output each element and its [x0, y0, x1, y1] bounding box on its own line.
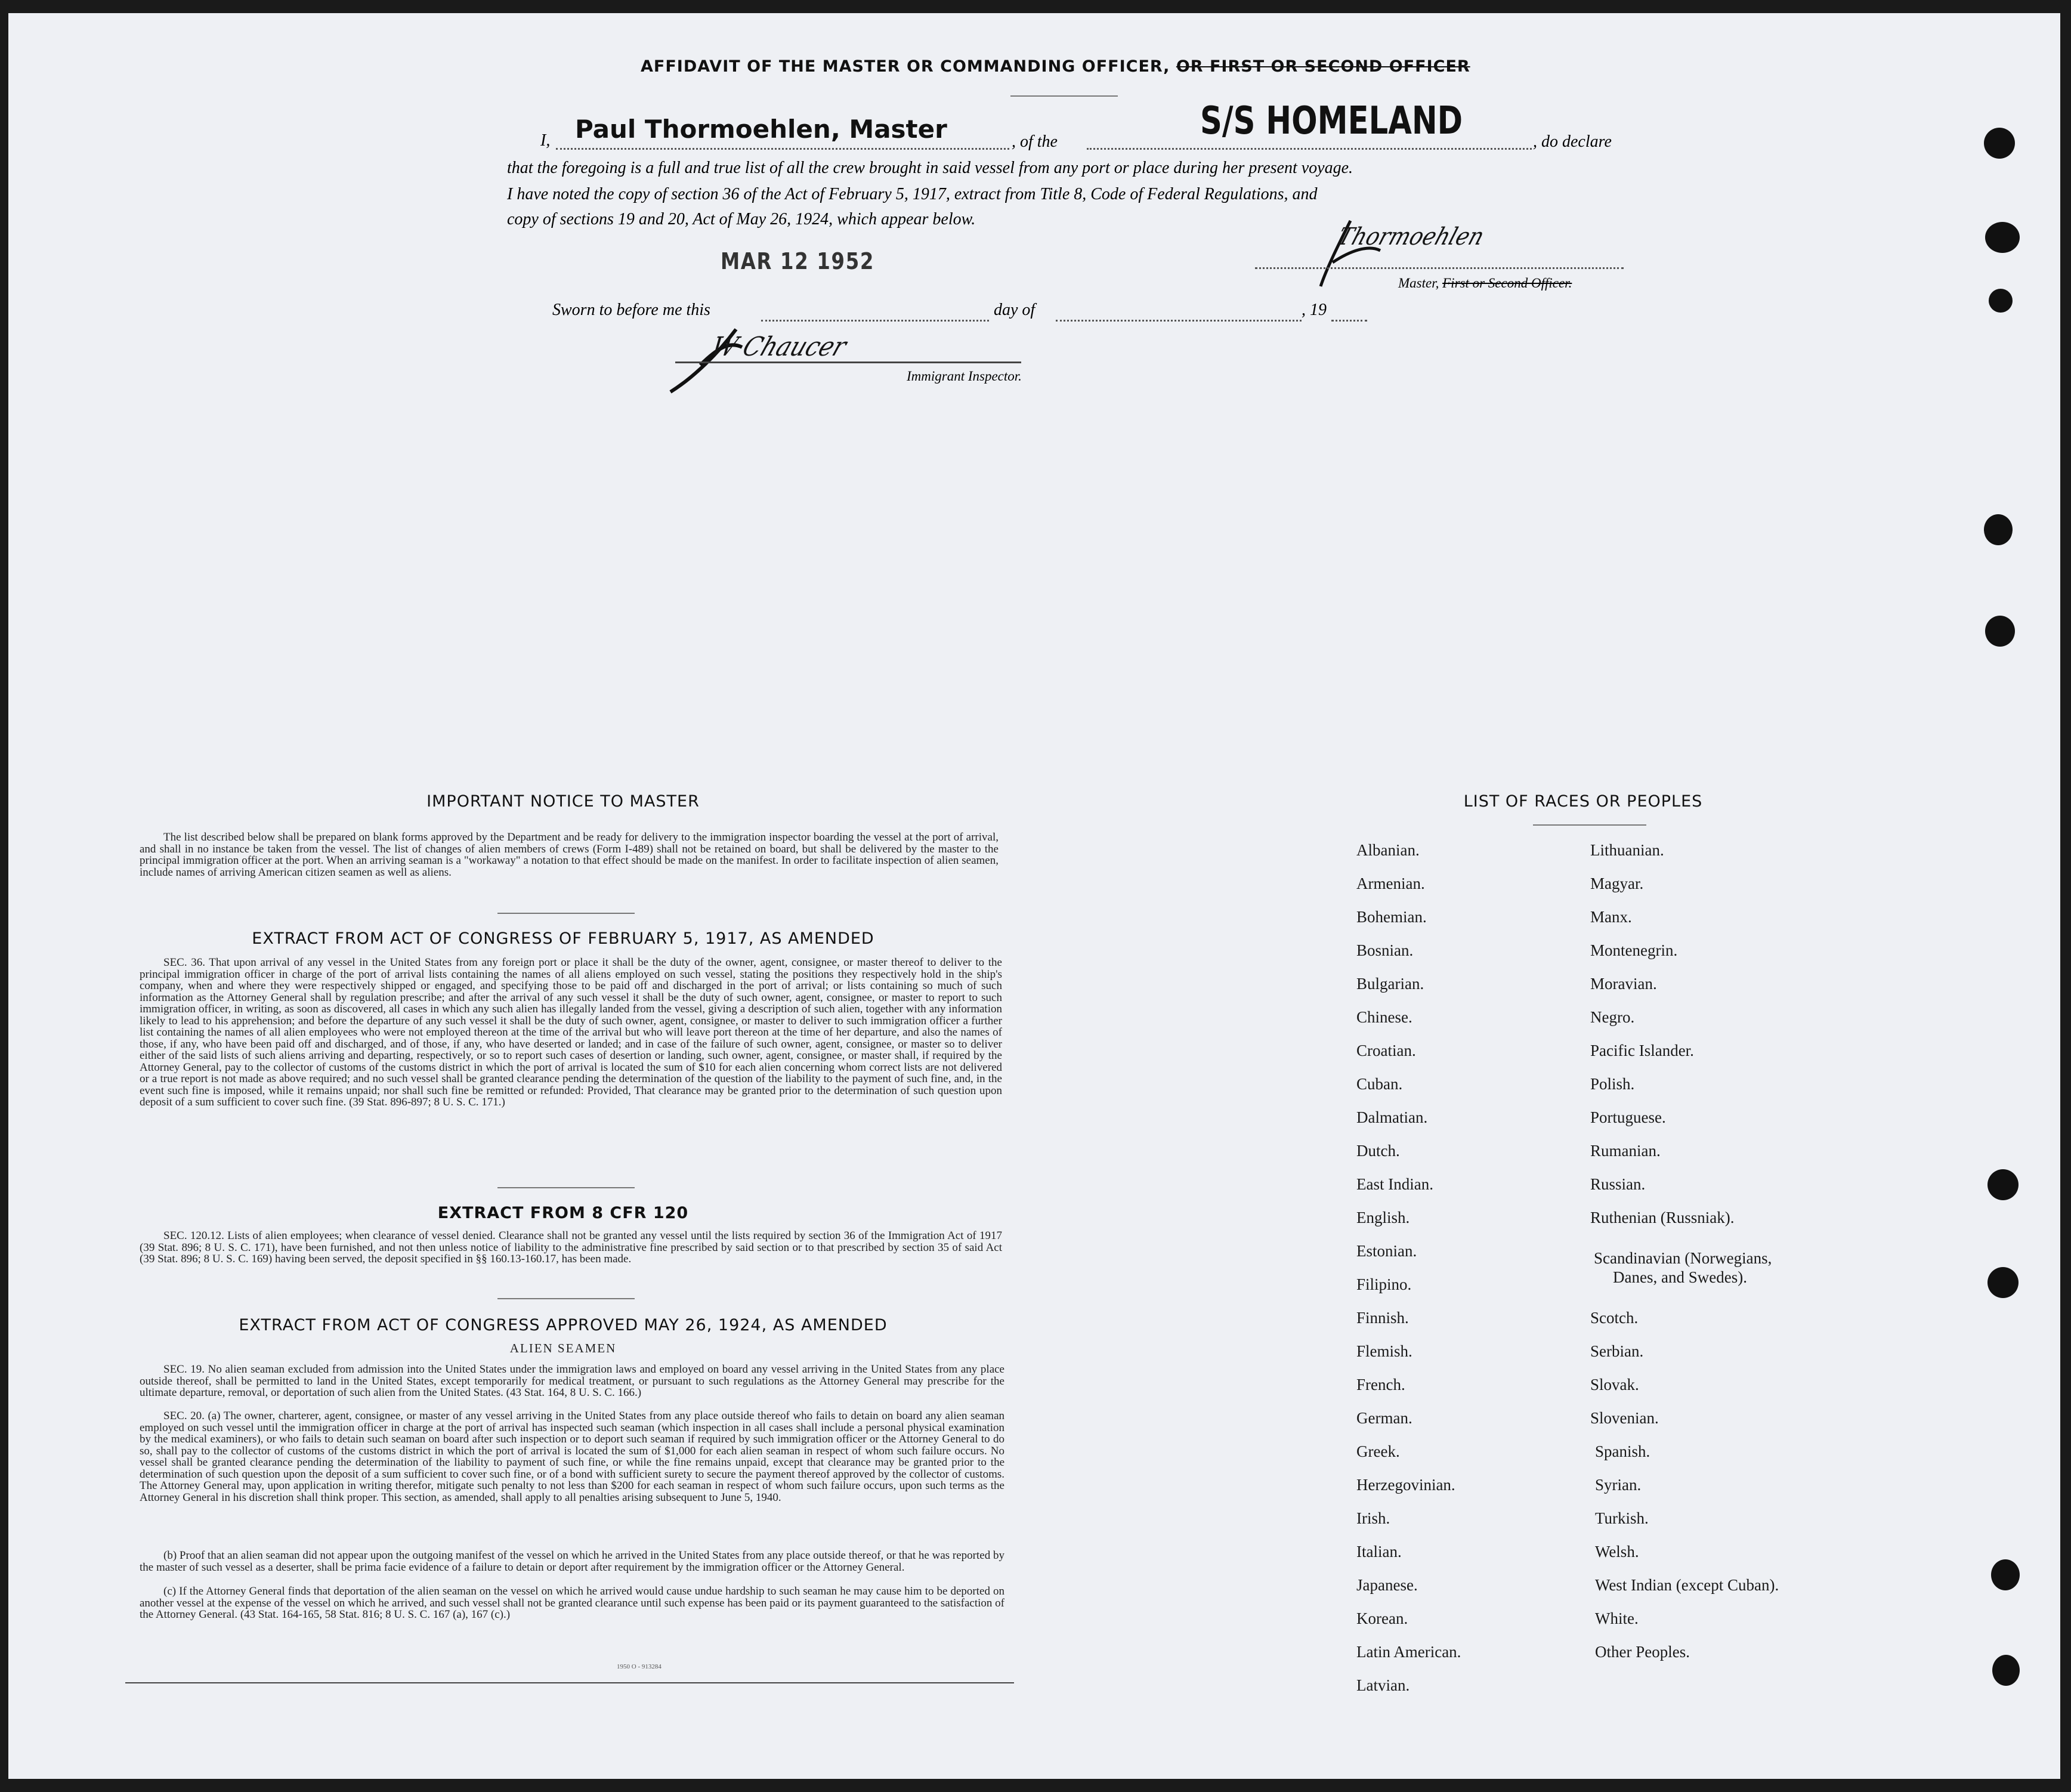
- race-item: Japanese.: [1356, 1576, 1418, 1594]
- master-name-field: [556, 115, 1009, 150]
- extract-1924-subheading: ALIEN SEAMEN: [509, 1341, 617, 1355]
- extract-1924-sec20b: (b) Proof that an alien seaman did not appear upon the outgoing manifest of the vessel on which he arrived in the United States from any place outside thereof, or that he was reported by the master of such vessel as a deserter, shall be prima facie evidence of a failure to detain or deport after requirement by the immigration officer or the Attorney General.: [140, 1549, 1004, 1574]
- punch-hole: [1992, 1655, 2020, 1686]
- race-item: Albanian.: [1356, 841, 1420, 859]
- race-item: Croatian.: [1356, 1042, 1416, 1059]
- punch-hole: [1991, 1559, 2020, 1590]
- notice-body: The list described below shall be prepared on blank forms approved by the Department and be ready for delivery to the immigration inspector boarding the vessel at the port of arrival, and shall in no instance be taken from the vessel. The list of changes of alien members of crews (Form I-489) shall not be retained on board, but shall be delivered by the master to the principal immigration officer at the port. When an arriving seaman is a "workaway" a notation to that effect should be made on the manifest. In order to facilitate inspection of alien seamen, include names of arriving American citizen seamen as well as aliens.: [140, 831, 999, 879]
- race-item: Slovenian.: [1590, 1409, 1659, 1427]
- race-item: Bosnian.: [1356, 941, 1414, 959]
- extract-1924-sec19: SEC. 19. No alien seaman excluded from admission into the United States under the immigration laws and employed on board any vessel arriving in the United States from any place outside thereof, shall be permitted to land in the United States, except temporarily for medical treatment, or pursuant to such regulations as the Attorney General may prescribe for the ultimate departure, removal, or deportation of such alien from the United States. (43 Stat. 164, 8 U. S. C. 166.): [140, 1363, 1004, 1399]
- sworn-day-field: [761, 305, 989, 322]
- punch-hole: [1985, 616, 2015, 647]
- race-item: West Indian (except Cuban).: [1595, 1576, 1779, 1594]
- signature-caption: Master, First or Second Officer.: [1398, 276, 1572, 291]
- race-item: Welsh.: [1595, 1543, 1639, 1561]
- extract-cfr-heading: EXTRACT FROM 8 CFR 120: [437, 1204, 689, 1222]
- race-item: White.: [1595, 1609, 1639, 1627]
- extract-1917-heading: EXTRACT FROM ACT OF CONGRESS OF FEBRUARY 5, 1917, AS AMENDED: [252, 929, 874, 948]
- affidavit-body-line2: I have noted the copy of section 36 of the Act of February 5, 1917, extract from Title 8, Code of Federal Regulations, and: [507, 185, 1318, 203]
- sworn-month-field: [1056, 305, 1302, 322]
- day-of-label: day of: [994, 301, 1036, 319]
- extract-1917-divider: [497, 1187, 635, 1188]
- extract-cfr-divider: [497, 1298, 635, 1299]
- signature-caption-struck: First or Second Officer.: [1442, 276, 1572, 291]
- affidavit-body-line3: copy of sections 19 and 20, Act of May 26, 1924, which appear below.: [507, 210, 976, 228]
- race-item: Magyar.: [1590, 875, 1644, 892]
- extract-1917-body: SEC. 36. That upon arrival of any vessel in the United States from any foreign port or place it shall be the duty of the owner, agent, consignee, or master thereof to deliver to the principal immigration officer in charge of the port of arrival lists containing the names of all aliens employed on such vessel, stating the positions they respectively hold in the ship's company, when and where they were respectively shipped or engaged, and specifying those to be paid off and discharged in the port of arrival; or lists containing so much of such information as the Attorney General shall by regulation prescribe; and after the arrival of any such vessel it shall be the duty of such owner, agent, consignee, or master to report to such immigration officer, in writing, as soon as discovered, all cases in which any such alien has illegally landed from the vessel, giving a description of such alien, together with any information likely to lead to his apprehension; and before the departure of any such vessel it shall be the duty of such owner, agent, consignee, or master to deliver to such immigration officer a further list containing the names of all alien employees who were not employed thereon at the time of the arrival but who will leave port thereon at the time of her departure, and also the names of those, if any, who have been paid off and discharged, and of those, if any, who have deserted or landed; and in case of the failure of such owner, agent, consignee, or master so to deliver either of the said lists of such aliens arriving and departing, respectively, or so to report such cases of desertion or landing, such owner, agent, consignee, or master shall, if required by the Attorney General, pay to the collector of customs of the customs district in which the port of arrival is located the sum of $10 for each alien concerning whom correct lists are not delivered or a true report is not made as above required; and no such vessel shall be granted clearance pending the determination of the question of the liability to the payment of such fine, and, in the event such fine is imposed, while it remains unpaid; nor shall such fine be remitted or refunded: Provided, That clearance may be granted prior to the determination of such question upon deposit of a sum sufficient to cover such fine. (39 Stat. 896-897; 8 U. S. C. 171.): [140, 956, 1002, 1108]
- master-signature-line: [1255, 255, 1624, 269]
- title-underline: [1010, 95, 1118, 97]
- extract-1924-heading: EXTRACT FROM ACT OF CONGRESS APPROVED MAY 26, 1924, AS AMENDED: [239, 1316, 888, 1334]
- race-item: Armenian.: [1356, 875, 1425, 892]
- race-item: Filipino.: [1356, 1275, 1412, 1293]
- race-item: Dutch.: [1356, 1142, 1400, 1160]
- race-item: Scotch.: [1590, 1309, 1639, 1327]
- race-item: Syrian.: [1595, 1476, 1642, 1494]
- race-item: Spanish.: [1595, 1442, 1650, 1460]
- race-item: Latvian.: [1356, 1676, 1410, 1694]
- bottom-rule: [125, 1682, 1014, 1683]
- race-item: Pacific Islander.: [1590, 1042, 1694, 1059]
- race-item: Turkish.: [1595, 1509, 1649, 1527]
- race-item: Manx.: [1590, 908, 1632, 926]
- vessel-field: [1087, 99, 1532, 150]
- vessel-name: S/S HOMELAND: [1200, 99, 1463, 143]
- race-item: Lithuanian.: [1590, 841, 1664, 859]
- race-item: Moravian.: [1590, 975, 1657, 993]
- race-item: Russian.: [1590, 1175, 1646, 1193]
- extract-1924-sec20c: (c) If the Attorney General finds that deportation of the alien seaman on the vessel on which he arrived would cause undue hardship to such seaman he may cause him to be deported on another vessel at the expense of the vessel on which he arrived, and such vessel shall not be granted clearance until such expense has been paid or its payment guaranteed to the satisfaction of the Attorney General. (43 Stat. 164-165, 58 Stat. 816; 8 U. S. C. 167 (a), 167 (c).): [140, 1585, 1004, 1621]
- race-item: Bohemian.: [1356, 908, 1427, 926]
- inspector-signature-line: [675, 362, 1021, 363]
- notice-heading: IMPORTANT NOTICE TO MASTER: [426, 792, 700, 811]
- do-declare-label: , do declare: [1533, 132, 1612, 151]
- race-item: Slovak.: [1590, 1376, 1639, 1394]
- year-label: , 19: [1302, 301, 1327, 319]
- race-item: Montenegrin.: [1590, 941, 1678, 959]
- punch-hole: [1989, 289, 2013, 313]
- race-item: Serbian.: [1590, 1342, 1644, 1360]
- affidavit-title: AFFIDAVIT OF THE MASTER OR COMMANDING OFFICER, OR FIRST OR SECOND OFFICER: [641, 57, 1470, 76]
- affidavit-body-line1: that the foregoing is a full and true list of all the crew brought in said vessel from any port or place during her present voyage.: [507, 159, 1353, 177]
- races-divider: [1533, 824, 1646, 826]
- print-code: 1950 O - 913284: [617, 1663, 662, 1670]
- extract-1924-sec20a: SEC. 20. (a) The owner, charterer, agent, consignee, or master of any vessel arriving in the United States from any place outside thereof who fails to detain on board any alien seaman employed on such vessel until the immigration officer in charge at the port of arrival has inspected such seaman (which inspection in all cases shall include a personal physical examination by the medical examiners), or who fails to detain such seaman on board after such inspection or to deport such seaman if required by such immigration officer or the Attorney General to do so, shall pay to the collector of customs of the customs district in which the port of arrival is located the sum of $1,000 for each alien seaman in respect of whom such failure occurs. No vessel shall be granted clearance pending the determination of the liability to payment of such fine, or while the fine remains unpaid, except that clearance may be granted prior to the determination of such question upon the deposit of a sum sufficient to cover such fine, or of a bond with sufficient surety to secure the payment thereof approved by the collector of customs. The Attorney General may, upon application in writing therefor, mitigate such penalty to not less than $200 for each seaman in respect of whom such failure occurs, upon such terms as the Attorney General in his discretion shall think proper. This section, as amended, shall apply to all penalties arising subsequent to June 5, 1940.: [140, 1410, 1004, 1504]
- punch-hole: [1987, 1267, 2019, 1298]
- race-item: Negro.: [1590, 1008, 1635, 1026]
- race-item: Greek.: [1356, 1442, 1400, 1460]
- master-signature: Thormoehlen: [1334, 223, 1488, 251]
- race-item: Rumanian.: [1590, 1142, 1661, 1160]
- race-item: Cuban.: [1356, 1075, 1403, 1093]
- inspector-signature: W Chaucer: [706, 332, 851, 362]
- inspector-caption: Immigrant Inspector.: [907, 369, 1022, 384]
- race-item: Danes, and Swedes).: [1613, 1268, 1747, 1286]
- line1-prefix: I,: [540, 131, 551, 150]
- race-item: Italian.: [1356, 1543, 1402, 1561]
- punch-hole: [1984, 128, 2015, 159]
- race-item: Chinese.: [1356, 1008, 1412, 1026]
- punch-hole: [1984, 514, 2013, 545]
- races-heading: LIST OF RACES OR PEOPLES: [1463, 792, 1703, 811]
- sworn-label: Sworn to before me this: [552, 301, 710, 319]
- race-item: Bulgarian.: [1356, 975, 1424, 993]
- punch-hole: [1987, 1169, 2019, 1200]
- race-item: Latin American.: [1356, 1643, 1461, 1661]
- notice-divider: [497, 913, 635, 914]
- race-item: Irish.: [1356, 1509, 1390, 1527]
- race-item: Finnish.: [1356, 1309, 1409, 1327]
- of-the-label: , of the: [1012, 132, 1058, 151]
- form-page: [8, 13, 2060, 1779]
- sworn-year-field: [1331, 305, 1367, 322]
- race-item: German.: [1356, 1409, 1412, 1427]
- race-item: Flemish.: [1356, 1342, 1412, 1360]
- race-item: Herzegovinian.: [1356, 1476, 1455, 1494]
- race-item: Scandinavian (Norwegians,: [1594, 1249, 1772, 1267]
- race-item: English.: [1356, 1209, 1410, 1226]
- race-item: French.: [1356, 1376, 1405, 1394]
- race-item: Ruthenian (Russniak).: [1590, 1209, 1735, 1226]
- race-item: Dalmatian.: [1356, 1108, 1428, 1126]
- race-item: Estonian.: [1356, 1242, 1417, 1260]
- race-item: Polish.: [1590, 1075, 1635, 1093]
- affidavit-title-struck: OR FIRST OR SECOND OFFICER: [1176, 57, 1470, 76]
- race-item: Portuguese.: [1590, 1108, 1666, 1126]
- race-item: Other Peoples.: [1595, 1643, 1690, 1661]
- race-item: Korean.: [1356, 1609, 1408, 1627]
- master-name: Paul Thormoehlen, Master: [575, 115, 947, 144]
- date-stamp: MAR 12 1952: [721, 248, 875, 274]
- punch-hole: [1985, 222, 2020, 253]
- extract-cfr-body: SEC. 120.12. Lists of alien employees; when clearance of vessel denied. Clearance shall not be granted any vessel until the lists required by section 36 of the Immigration Act of 1917 (39 Stat. 896; 8 U. S. C. 171), have been furnished, and not then unless notice of liability to the administrative fine prescribed by said section or to that prescribed by section 35 of said Act (39 Stat. 896; 8 U. S. C. 169) having been served, the deposit specified in §§ 160.13-160.17, has been made.: [140, 1229, 1002, 1265]
- race-item: East Indian.: [1356, 1175, 1433, 1193]
